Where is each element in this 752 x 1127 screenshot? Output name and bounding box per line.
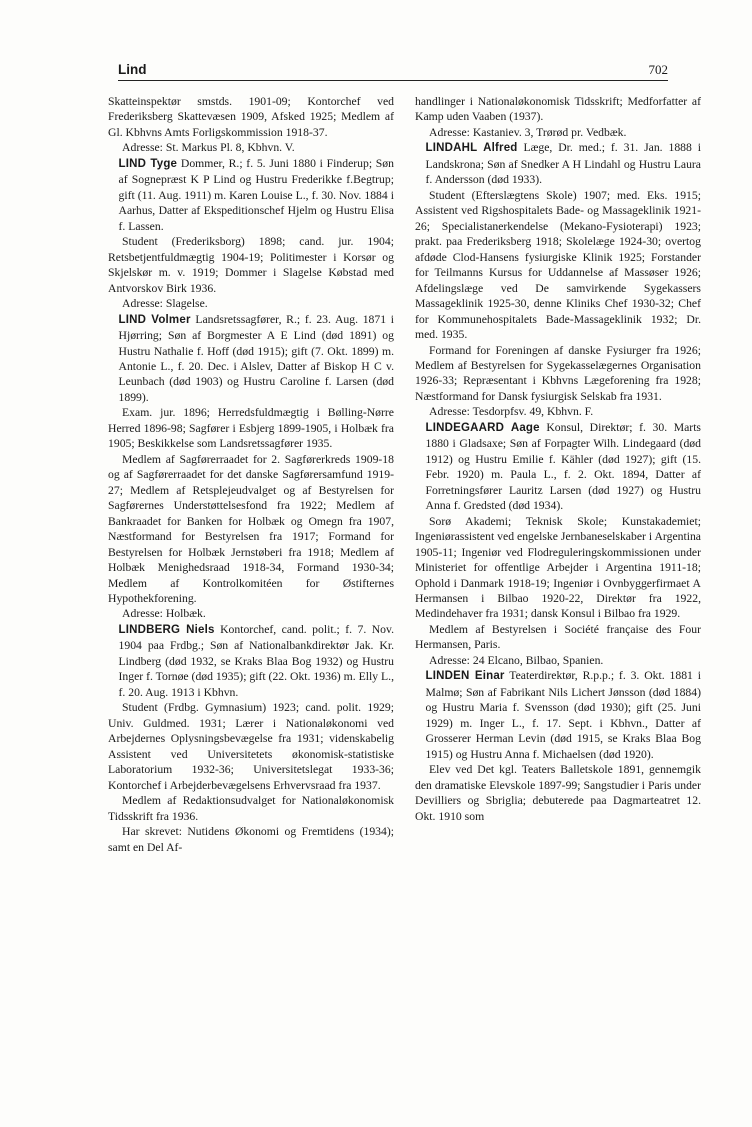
- entry-address: Adresse: Tesdorpfsv. 49, Kbhvn. F.: [429, 405, 594, 419]
- entry-paragraph: Student (Frederiksborg) 1898; cand. jur. 1904; Retsbetjentfuldmægtig 1904-19; Politimester i Korsør og Skjelskør m. v. 1919; Dommer i Slagelse Købstad med Antvorskov Birk 1936.: [108, 235, 394, 295]
- left-column: [108, 94, 394, 855]
- entry-lindegaard-aage: [415, 420, 701, 669]
- entry-paragraph: Medlem af Sagførerraadet for 2. Sagførerkreds 1909-18 og af Sagførerraadet for det danske Sagførersamfund 1919-27; Medlem af Retsplejeudvalget og af Bestyrelsen for Sagførernes Understøttelsesfond fra 1922; Medlem af Bankraadet for Banken for Holbæk og Omegn fra 1907, Næstformand for Bestyrelsen fra 1917; Formand for Bestyrelsen for Holbæk Jernstøberi fra 1918; Medlem af Holbæk Menighedsraad 1918-34, Formand 1930-34; Medlem af Kontrolkomitéen for Østifternes Hypothekforening.: [108, 452, 394, 605]
- entry-lead: [415, 420, 701, 514]
- entry-paragraph: Skatteinspektør smstds. 1901-09; Kontorchef ved Frederiksberg Skattevæsen 1909, Afsked 1925; Medlem af Gl. Kbhvns Amts Forligskommission 1918-37.: [108, 95, 394, 139]
- entry-continuation: [415, 94, 701, 140]
- entry-linden-einar: [415, 668, 701, 824]
- entry-name: LIND Tyge: [118, 157, 178, 170]
- page-number: 702: [648, 62, 668, 77]
- entry-name: LINDBERG Niels: [118, 623, 215, 636]
- entry-lead: [415, 668, 701, 762]
- entry-intro: Teaterdirektør, R.p.p.; f. 3. Okt. 1881 i Malmø; Søn af Fabrikant Nils Lichert Jønsson (død 1884) og Hustru Maria f. Svensson (død 1930); gift (25. Juni 1929) m. Inger L., f. 17. Sept. i Kbhvn., Datter af Grosserer Herman Levin (død 1915, se Kraks Blaa Bog 1915) og Hustru Anna f. Michaelsen (død 1920).: [425, 669, 701, 761]
- entry-name: LINDEGAARD Aage: [425, 421, 540, 434]
- entry-lindahl-alfred: [415, 140, 701, 419]
- running-head: Lind: [118, 62, 147, 77]
- entry-address: Adresse: Holbæk.: [122, 607, 206, 621]
- entry-paragraph: Sorø Akademi; Teknisk Skole; Kunstakademiet; Ingeniørassistent ved engelske Jernbaneselskaber i Argentina 1905-11; Ingeniør ved Flodreguleringskommissionen under Ministeriet for offentlige Arbejder i Argentina 1911-18; Ophold i Danmark 1918-19; Ingeniør i Ovnbyggerfirmaet A Hermansen i Bilbao 1920-22, Direktør fra 1922, Medindehaver fra 1931; dansk Konsul i Bilbao fra 1929.: [415, 514, 701, 621]
- entry-intro: Konsul, Direktør; f. 30. Marts 1880 i Gladsaxe; Søn af Forpagter Wilh. Lindegaard (død 1912) og Hustru Emilie f. Kähler (død 1927); gift (15. Febr. 1920) m. Paula L., f. 2. Okt. 1894, Datter af Forretningsfører Lauritz Larsen (død 1927) og Hustru Anna f. Gredsted (død 1934).: [425, 420, 701, 513]
- entry-intro: Landsretssagfører, R.; f. 23. Aug. 1871 i Hjørring; Søn af Borgmester A E Lind (død 1891) og Hustru Nathalie f. Hoff (død 1915); gift (7. Okt. 1899) m. Antonie L., f. 20. Dec. i Alslev, Datter af Biskop H C v. Leunbach (død 1903) og Hustru Caroline f. Larsen (død 1899).: [118, 312, 395, 404]
- entry-intro: Kontorchef, cand. polit.; f. 7. Nov. 1904 paa Frdbg.; Søn af Nationalbankdirektør Jak. Kr. Lindberg (død 1932, se Kraks Blaa Bog 1932) og Hustru Inger f. Tornøe (død 1935); gift (22. Okt. 1936) m. Elly L., f. 20. Aug. 1913 i Kbhvn.: [118, 622, 394, 699]
- entry-paragraph: Student (Frdbg. Gymnasium) 1923; cand. polit. 1929; Univ. Guldmed. 1931; Lærer i Nationaløkonomi ved Arbejdernes Oplysningsbevægelse fra 1931; videnskabelig Assistent ved Universitetets økonomisk-statistiske Laboratorium 1932-36; Universitetslegat 1933-36; Kontorchef i Arbejderbevægelsens Erhvervsraad fra 1937.: [108, 701, 394, 792]
- entry-address: Adresse: St. Markus Pl. 8, Kbhvn. V.: [122, 141, 295, 155]
- entry-paragraph: Medlem af Bestyrelsen i Société française des Four Hermansen, Paris.: [415, 622, 701, 652]
- entry-paragraph: Formand for Foreningen af danske Fysiurger fra 1926; Medlem af Bestyrelsen for Sygekasselægernes Organisation 1926-33; Repræsentant i Kbhvns Lægeforening fra 1928; Næstformand for Dansk fysiurgisk Selskab fra 1931.: [415, 343, 701, 403]
- right-column: [415, 94, 701, 824]
- entry-paragraph: Exam. jur. 1896; Herredsfuldmægtig i Bølling-Nørre Herred 1896-98; Sagfører i Esbjerg 1899-1905, i Holbæk fra 1905; Beskikkelse som Landsretssagfører 1935.: [108, 406, 394, 451]
- entry-lead: [108, 622, 394, 700]
- entry-lead: [108, 156, 394, 234]
- entry-lind-volmer: [108, 312, 394, 622]
- entry-name: LIND Volmer: [118, 313, 191, 326]
- entry-continuation: [108, 94, 394, 156]
- entry-paragraph: Student (Efterslægtens Skole) 1907; med. Eks. 1915; Assistent ved Rigshospitalets Bade- og Massageklinik 1921-26; Specialistanerkendelse (Mekano-Fysioterapi) 1923; prakt. paa Frederiksberg 1918; Skolelæge 1924-30; overtog afdøde Clod-Hansens fysiurgiske Klinik 1925; Forstander for Teilmanns Kursus for Uddannelse af Massøser 1926; Afdelingslæge ved De samvirkende Sygekassers Massageklinik 1925-30, denne Kliniks Chef 1930-32; Chef for Kommunehospitalets Bade-Massageklinik 1932; Dr. med. 1935.: [415, 188, 701, 342]
- entry-paragraph: Har skrevet: Nutidens Økonomi og Fremtidens (1934); samt en Del Af-: [108, 825, 394, 854]
- entry-name: LINDAHL Alfred: [425, 142, 518, 155]
- entry-paragraph: Medlem af Redaktionsudvalget for Nationaløkonomisk Tidsskrift fra 1936.: [108, 794, 394, 823]
- entry-name: LINDEN Einar: [425, 670, 505, 683]
- page-header: [118, 62, 668, 81]
- entry-lead: [415, 140, 701, 187]
- entry-intro: Læge, Dr. med.; f. 31. Jan. 1888 i Landskrona; Søn af Snedker A H Lindahl og Hustru Laura f. Andersson (død 1933).: [425, 141, 701, 187]
- entry-lind-tyge: [108, 156, 394, 312]
- entry-address: Adresse: Kastaniev. 3, Trørød pr. Vedbæk.: [429, 125, 627, 139]
- entry-address: Adresse: 24 Elcano, Bilbao, Spanien.: [429, 653, 604, 667]
- entry-lead: [108, 312, 394, 406]
- entry-paragraph: handlinger i Nationaløkonomisk Tidsskrift; Medforfatter af Kamp uden Vaaben (1937).: [415, 95, 701, 124]
- entry-lindberg-niels: [108, 622, 394, 855]
- entry-intro: Dommer, R.; f. 5. Juni 1880 i Finderup; Søn af Sognepræst K P Lind og Hustru Frederikke f.Begtrup; gift (11. Aug. 1911) m. Karen Louise L., f. 30. Nov. 1884 i Aarhus, Datter af Ekspeditionschef Hjelm og Hustru Elisa f. Lassen.: [118, 156, 394, 233]
- entry-address: Adresse: Slagelse.: [122, 297, 208, 311]
- entry-paragraph: Elev ved Det kgl. Teaters Balletskole 1891, gennemgik den dramatiske Elevskole 1897-99; Sangstudier i Paris under Devilliers og Sbriglia; debuterede paa Dagmarteatret 12. Okt. 1910 som: [415, 763, 701, 823]
